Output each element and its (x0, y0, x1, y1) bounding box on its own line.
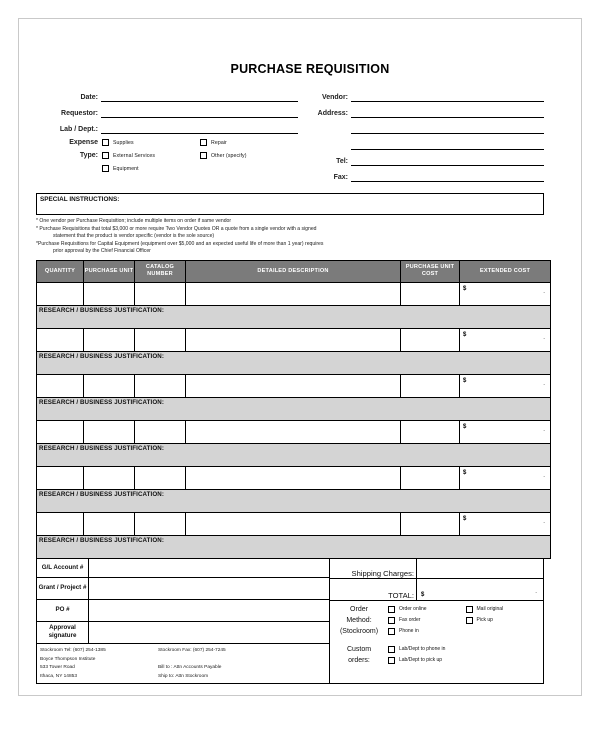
checkbox-repair-label: Repair (211, 139, 227, 146)
bill-to: Bill to : Attn Accounts Payable (158, 665, 222, 671)
note-line: * One vendor per Purchase Requisition; include multiple items on order if same vendor (36, 218, 232, 224)
stockroom-fax: Stockroom Fax: (607) 254-7245 (158, 647, 226, 653)
checkbox-order-online-label: Order online (399, 606, 427, 613)
field-lab-dept-input[interactable] (101, 122, 298, 134)
items-table-head (37, 260, 551, 282)
field-vendor[interactable] (298, 88, 544, 102)
justification-label: RESEARCH / BUSINESS JUSTIFICATION: (39, 352, 164, 360)
field-address-line2-label (298, 133, 351, 134)
table-row[interactable] (37, 374, 551, 397)
form-sheet (36, 62, 544, 684)
column-header-purchase-unit: PURCHASE UNIT (84, 260, 135, 282)
note-line: * Purchase Requisitions that total $3,000 or more require Two Vendor Quotes OR a quote from a single vendor with a signed (36, 225, 317, 232)
special-instructions-label: SPECIAL INSTRUCTIONS: (40, 196, 120, 203)
cell-description[interactable] (186, 420, 401, 443)
checkbox-icon[interactable] (388, 657, 395, 664)
currency-symbol: $ (463, 377, 467, 384)
checkbox-phone-in-label: Phone in (399, 628, 419, 635)
cell-unit-cost[interactable] (401, 374, 460, 397)
cell-purchase-unit[interactable] (84, 466, 135, 489)
gl-account-label: G/L Account # (37, 559, 89, 577)
custom-orders-label (330, 644, 388, 666)
ship-to: Ship to: Attn Stockroom (158, 673, 209, 679)
approval-signature-label: Approval signature (37, 622, 89, 643)
order-method-label (330, 604, 388, 637)
row-gl-account[interactable] (37, 559, 329, 578)
column-header-catalog-number: CATALOG NUMBER (135, 260, 186, 282)
column-header-quantity: QUANTITY (37, 260, 84, 282)
currency-symbol: $ (463, 423, 467, 430)
justification-row[interactable] (37, 443, 551, 466)
row-po-number[interactable] (37, 600, 329, 622)
items-table-body (37, 282, 551, 558)
custom-orders-label-line2: orders: (348, 656, 370, 664)
po-number-input[interactable] (89, 600, 329, 621)
order-method-right-column (466, 604, 544, 637)
cell-description[interactable] (186, 328, 401, 351)
empty-amount-dash: - (543, 519, 545, 526)
currency-symbol: $ (463, 331, 467, 338)
field-lab-dept-label: Lab / Dept.: (59, 126, 98, 133)
field-address-line3-input[interactable] (351, 138, 544, 150)
field-address-line2-input[interactable] (351, 122, 544, 134)
field-date[interactable] (36, 88, 298, 102)
checkbox-icon[interactable] (388, 628, 395, 635)
instruction-notes (36, 218, 544, 256)
table-row[interactable] (37, 466, 551, 489)
cell-extended-cost[interactable] (460, 420, 551, 443)
cell-justification[interactable] (37, 397, 551, 420)
requester-column (36, 88, 298, 184)
shipping-charges-input[interactable] (416, 559, 543, 578)
field-address-line3[interactable] (298, 136, 544, 150)
accounting-column (37, 559, 329, 683)
field-address-line2[interactable] (298, 120, 544, 134)
cell-catalog-number[interactable] (135, 374, 186, 397)
cell-justification[interactable] (37, 489, 551, 512)
checkbox-other-specify[interactable] (200, 149, 298, 162)
approval-signature-input[interactable] (89, 622, 329, 643)
stockroom-street: 533 Tower Road (40, 665, 75, 671)
column-header-extended-cost: EXTENDED COST (460, 260, 551, 282)
checkbox-icon[interactable] (388, 606, 395, 613)
checkbox-icon[interactable] (388, 646, 395, 653)
field-fax[interactable] (298, 168, 544, 182)
field-lab-dept[interactable] (36, 120, 298, 134)
page-title: PURCHASE REQUISITION (230, 62, 390, 76)
table-header-row (37, 260, 551, 282)
cell-extended-cost[interactable] (460, 282, 551, 305)
stockroom-city-state-zip: Ithaca, NY 14853 (40, 673, 77, 679)
checkbox-external-services[interactable] (102, 149, 200, 162)
checkbox-repair[interactable] (200, 136, 298, 149)
cell-justification[interactable] (37, 535, 551, 558)
cell-description[interactable] (186, 512, 401, 535)
custom-orders-group (330, 637, 543, 670)
grant-project-label: Grant / Project # (37, 578, 89, 599)
expense-type-options (102, 136, 298, 175)
row-total[interactable] (330, 579, 543, 601)
note-line: prior approval by the Chief Financial Officer (53, 248, 151, 255)
cell-catalog-number[interactable] (135, 466, 186, 489)
custom-orders-label-line1: Custom (346, 645, 372, 653)
stockroom-institute: Boyce Thompson Institute (40, 656, 96, 662)
expense-type-label-line1: Expense (69, 139, 98, 146)
field-requestor[interactable] (36, 104, 298, 118)
checkbox-icon[interactable] (102, 165, 109, 172)
checkbox-icon[interactable] (466, 617, 473, 624)
justification-row[interactable] (37, 489, 551, 512)
cell-quantity[interactable] (37, 466, 84, 489)
field-vendor-label: Vendor: (321, 94, 348, 101)
column-header-description: DETAILED DESCRIPTION (186, 260, 401, 282)
expense-type-right-column (200, 136, 298, 175)
justification-label: RESEARCH / BUSINESS JUSTIFICATION: (39, 444, 164, 452)
cell-justification[interactable] (37, 443, 551, 466)
checkbox-external-services-label: External Services (113, 152, 156, 159)
po-number-label: PO # (37, 600, 89, 621)
expense-type-label-line2: Type: (79, 152, 98, 159)
checkbox-lab-dept-phone-in[interactable] (388, 644, 543, 655)
expense-type-left-column (102, 136, 200, 175)
order-method-left-column (388, 604, 466, 637)
cell-catalog-number[interactable] (135, 282, 186, 305)
cell-unit-cost[interactable] (401, 420, 460, 443)
cell-quantity[interactable] (37, 374, 84, 397)
checkbox-fax-order-label: Fax order (399, 617, 421, 624)
checkbox-icon[interactable] (466, 606, 473, 613)
cell-catalog-number[interactable] (135, 420, 186, 443)
field-address-line3-label (298, 149, 351, 150)
table-row[interactable] (37, 512, 551, 535)
custom-orders-column (388, 644, 543, 666)
checkbox-lab-dept-phone-in-label: Lab/Dept to phone in (399, 646, 446, 653)
cell-unit-cost[interactable] (401, 328, 460, 351)
checkbox-other-specify-label: Other (specify) (211, 152, 247, 159)
field-fax-label: Fax: (333, 174, 348, 181)
cell-description[interactable] (186, 466, 401, 489)
cell-quantity[interactable] (37, 420, 84, 443)
totals-and-method-column (329, 559, 543, 683)
row-shipping-charges[interactable] (330, 559, 543, 579)
checkbox-lab-dept-pick-up-label: Lab/Dept to pick up (399, 657, 443, 664)
header-block (36, 88, 544, 184)
field-requestor-input[interactable] (101, 106, 298, 118)
checkbox-mail-original-label: Mail original (476, 606, 504, 613)
justification-label: RESEARCH / BUSINESS JUSTIFICATION: (39, 306, 164, 314)
currency-symbol: $ (463, 469, 467, 476)
special-instructions-box[interactable] (36, 193, 544, 215)
checkbox-mail-original[interactable] (466, 604, 544, 615)
cell-description[interactable] (186, 374, 401, 397)
table-row[interactable] (37, 420, 551, 443)
cell-justification[interactable] (37, 305, 551, 328)
total-input[interactable] (416, 579, 543, 600)
row-stockroom-info (37, 644, 329, 683)
field-date-input[interactable] (101, 90, 298, 102)
order-method-label-line3: (Stockroom) (339, 627, 379, 635)
cell-purchase-unit[interactable] (84, 374, 135, 397)
justification-row[interactable] (37, 305, 551, 328)
checkbox-pick-up[interactable] (466, 615, 544, 626)
field-vendor-input[interactable] (351, 90, 544, 102)
justification-row[interactable] (37, 351, 551, 374)
cell-quantity[interactable] (37, 512, 84, 535)
cell-purchase-unit[interactable] (84, 420, 135, 443)
stockroom-info-left (40, 647, 158, 681)
empty-amount-dash: - (543, 473, 545, 480)
order-method-group (330, 601, 543, 637)
justification-row[interactable] (37, 535, 551, 558)
stockroom-tel: Stockroom Tel: (607) 254-1385 (40, 647, 106, 653)
order-method-options (388, 604, 543, 637)
expense-type-group (36, 136, 298, 175)
checkbox-icon[interactable] (200, 139, 207, 146)
empty-amount-dash: - (543, 335, 545, 342)
justification-label: RESEARCH / BUSINESS JUSTIFICATION: (39, 398, 164, 406)
row-grant-project[interactable] (37, 578, 329, 600)
row-approval-signature[interactable] (37, 622, 329, 644)
shipping-charges-label: Shipping Charges: (351, 568, 414, 578)
field-date-label: Date: (80, 94, 98, 101)
cell-purchase-unit[interactable] (84, 328, 135, 351)
cell-unit-cost[interactable] (401, 282, 460, 305)
cell-justification[interactable] (37, 351, 551, 374)
total-label: TOTAL: (388, 590, 414, 600)
custom-orders-options (388, 644, 543, 666)
items-table (36, 260, 551, 559)
stockroom-info-right (158, 647, 226, 681)
note-line: *Purchase Requisitions for Capital Equipment (equipment over $5,000 and an expected useful life of more than 1 year) requires (36, 240, 324, 247)
checkbox-supplies[interactable] (102, 136, 200, 149)
cell-catalog-number[interactable] (135, 328, 186, 351)
field-fax-input[interactable] (351, 170, 544, 182)
checkbox-equipment[interactable] (102, 162, 200, 175)
expense-type-label (36, 136, 102, 175)
field-address[interactable] (298, 104, 544, 118)
checkbox-equipment-label: Equipment (113, 165, 139, 172)
field-tel[interactable] (298, 152, 544, 166)
checkbox-fax-order[interactable] (388, 615, 466, 626)
cell-extended-cost[interactable] (460, 512, 551, 535)
grant-project-input[interactable] (89, 578, 329, 599)
empty-amount-dash: - (535, 589, 537, 596)
cell-quantity[interactable] (37, 328, 84, 351)
stockroom-info-block (37, 644, 226, 683)
cell-unit-cost[interactable] (401, 466, 460, 489)
column-header-unit-cost: PURCHASE UNIT COST (401, 260, 460, 282)
checkbox-phone-in[interactable] (388, 626, 466, 637)
gl-account-input[interactable] (89, 559, 329, 577)
justification-row[interactable] (37, 397, 551, 420)
cell-extended-cost[interactable] (460, 328, 551, 351)
justification-label: RESEARCH / BUSINESS JUSTIFICATION: (39, 490, 164, 498)
field-requestor-label: Requestor: (61, 110, 98, 117)
currency-symbol: $ (463, 285, 467, 292)
field-address-input[interactable] (351, 106, 544, 118)
cell-purchase-unit[interactable] (84, 282, 135, 305)
vendor-column (298, 88, 544, 184)
cell-catalog-number[interactable] (135, 512, 186, 535)
note-line: statement that the product is vendor specific (vendor is the sole source) (53, 233, 215, 240)
cell-extended-cost[interactable] (460, 466, 551, 489)
empty-amount-dash: - (543, 289, 545, 296)
cell-description[interactable] (186, 282, 401, 305)
order-method-label-line1: Order (350, 605, 368, 613)
justification-label: RESEARCH / BUSINESS JUSTIFICATION: (39, 536, 164, 544)
empty-amount-dash: - (543, 381, 545, 388)
checkbox-pick-up-label: Pick up (476, 617, 493, 624)
table-row[interactable] (37, 328, 551, 351)
cell-unit-cost[interactable] (401, 512, 460, 535)
checkbox-lab-dept-pick-up[interactable] (388, 655, 543, 666)
currency-symbol: $ (463, 515, 467, 522)
bottom-block (36, 559, 544, 684)
cell-extended-cost[interactable] (460, 374, 551, 397)
field-address-label: Address: (317, 110, 348, 117)
table-row[interactable] (37, 282, 551, 305)
checkbox-icon[interactable] (388, 617, 395, 624)
currency-symbol: $ (421, 591, 425, 598)
checkbox-icon[interactable] (102, 152, 109, 159)
cell-quantity[interactable] (37, 282, 84, 305)
checkbox-icon[interactable] (102, 139, 109, 146)
order-method-label-line2: Method: (346, 616, 372, 624)
checkbox-order-online[interactable] (388, 604, 466, 615)
cell-purchase-unit[interactable] (84, 512, 135, 535)
empty-amount-dash: - (543, 427, 545, 434)
checkbox-icon[interactable] (200, 152, 207, 159)
checkbox-supplies-label: Supplies (113, 139, 134, 146)
field-tel-label: Tel: (336, 158, 348, 165)
field-tel-input[interactable] (351, 154, 544, 166)
